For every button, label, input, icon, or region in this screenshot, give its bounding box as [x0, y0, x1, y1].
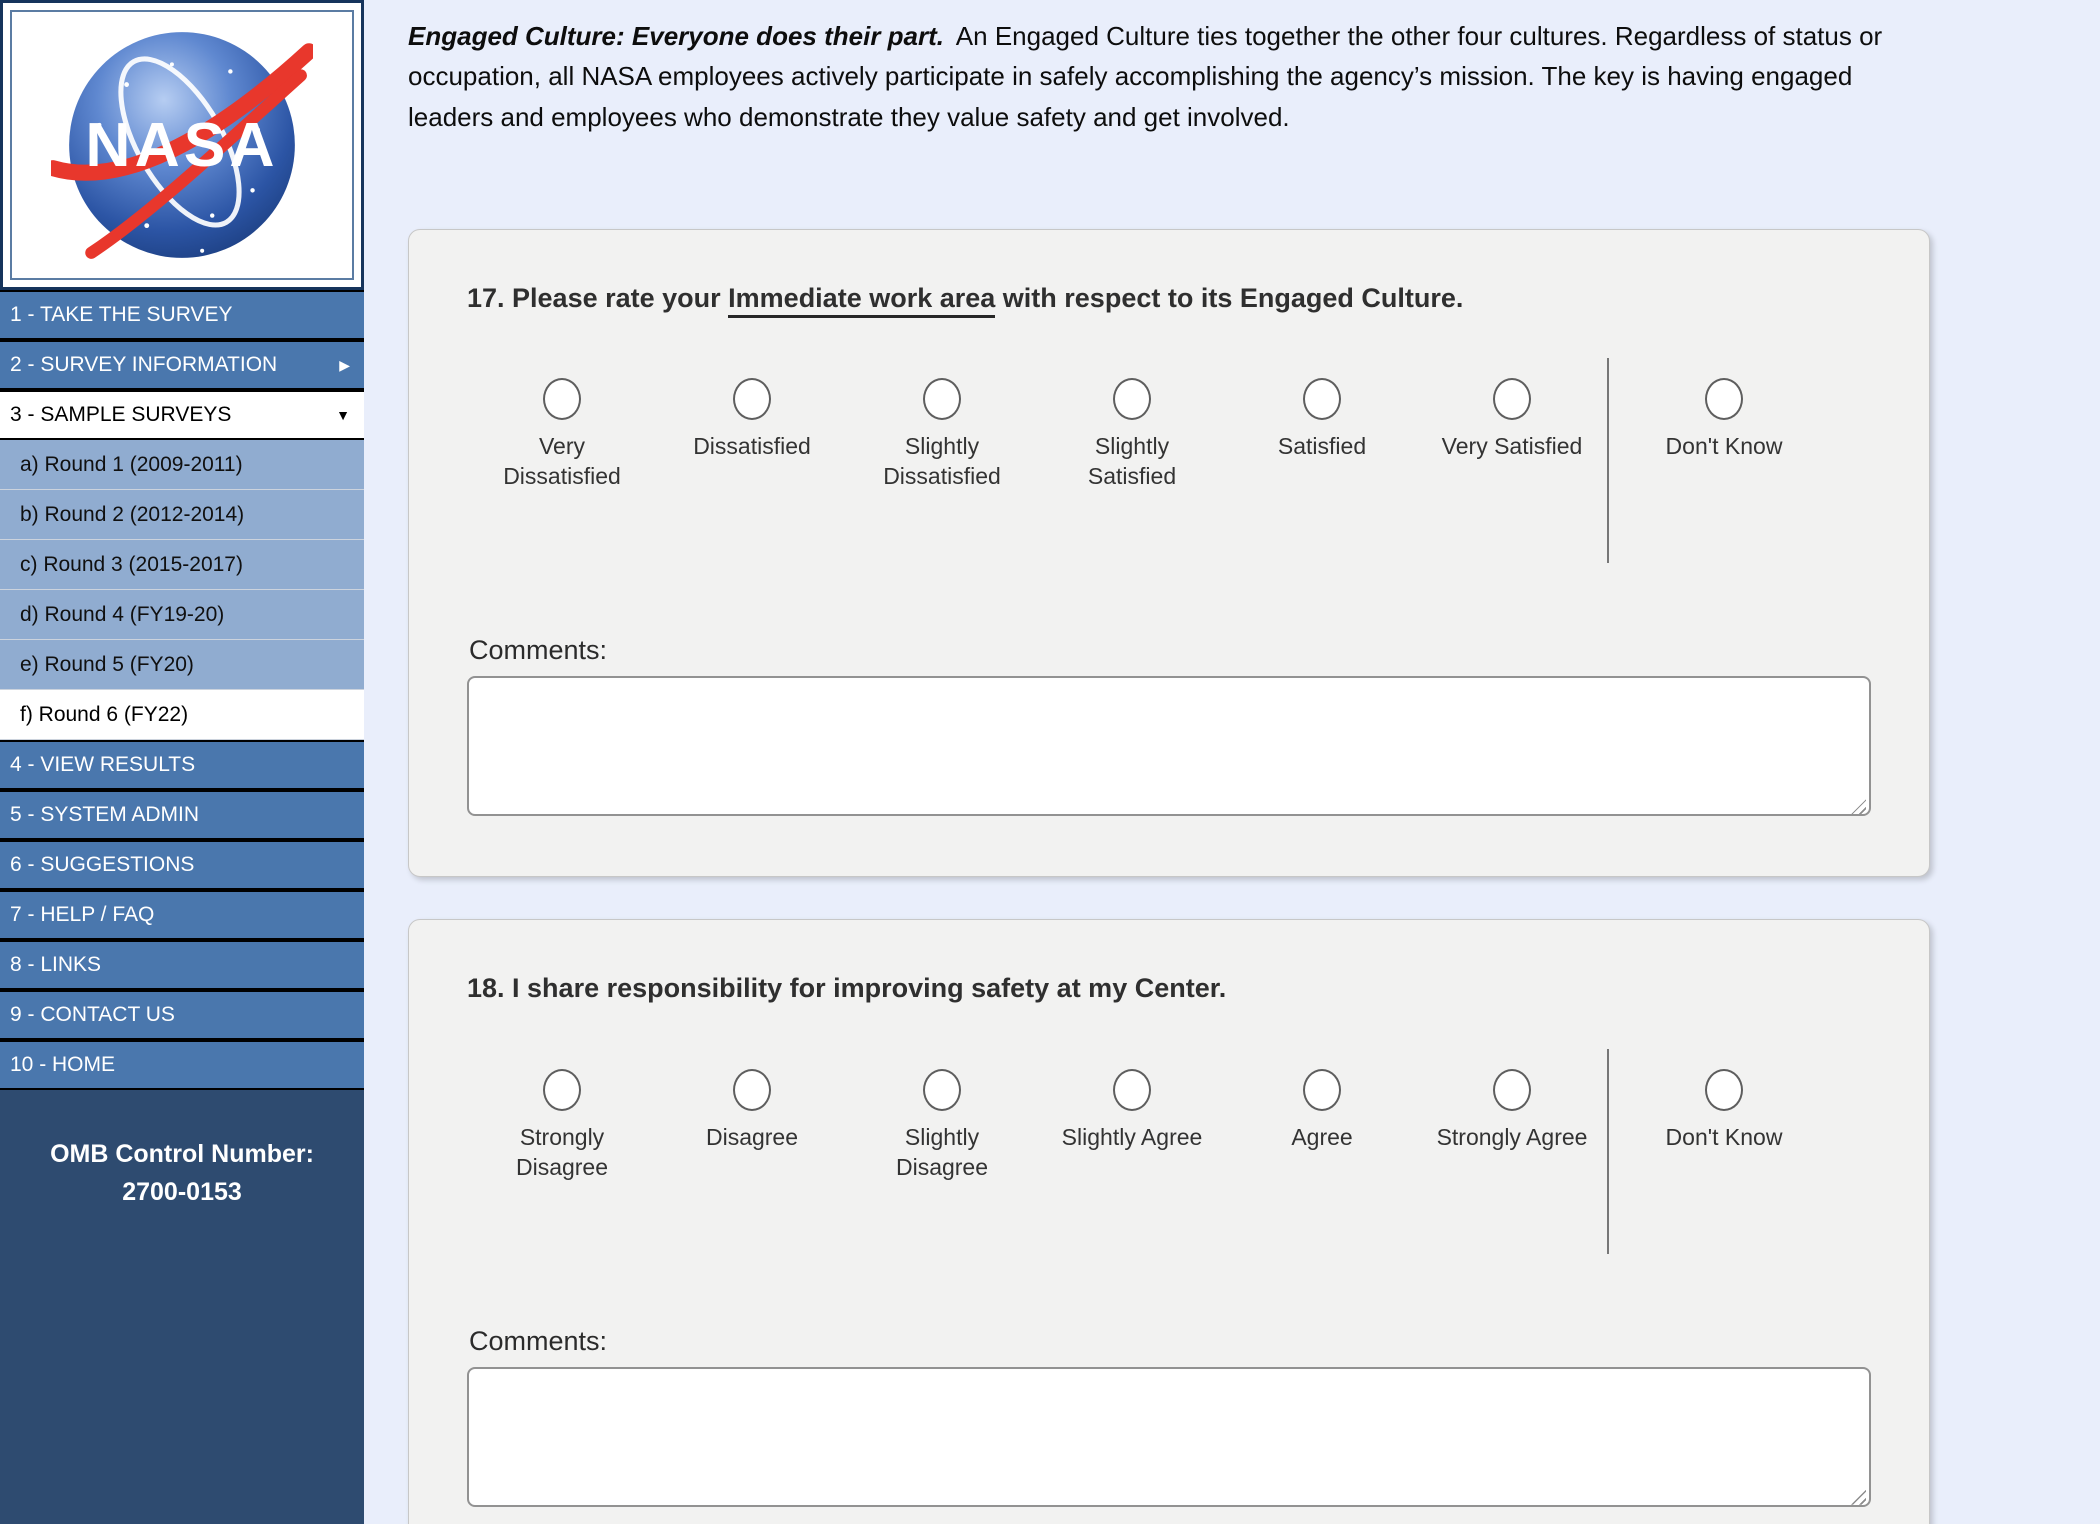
option-label: Disagree	[705, 1123, 799, 1150]
question-17-card	[408, 229, 1930, 877]
nav-item-label: 2 - SURVEY INFORMATION	[10, 353, 278, 376]
option-label: Slightly Dissatisfied	[883, 433, 1001, 490]
radio-button[interactable]	[923, 378, 961, 420]
rating-option	[847, 378, 1037, 492]
option-label: Strongly Agree	[1436, 1123, 1588, 1150]
dropdown-arrow-icon: ▼	[336, 407, 350, 423]
nav-item-label: c) Round 3 (2015-2017)	[20, 552, 243, 576]
rating-option	[1037, 378, 1227, 492]
sidebar-item-home[interactable]	[0, 1040, 364, 1090]
nav-item-label: d) Round 4 (FY19-20)	[20, 602, 225, 626]
nav-item-label: 5 - SYSTEM ADMIN	[10, 803, 200, 826]
comments-field-wrap	[467, 676, 1871, 821]
sidebar-item-survey-information[interactable]	[0, 340, 364, 390]
rating-option	[657, 378, 847, 492]
sidebar-item-round-1[interactable]	[0, 440, 364, 490]
option-label: Strongly Disagree	[515, 1123, 609, 1180]
nav-item-label: a) Round 1 (2009-2011)	[20, 452, 243, 476]
radio-button[interactable]	[543, 1069, 581, 1111]
radio-button[interactable]	[733, 378, 771, 420]
question-17-comments-input[interactable]	[467, 676, 1871, 816]
question-17-title-emphasis: Immediate work area	[728, 283, 995, 318]
nav-item-label: 9 - CONTACT US	[10, 1003, 175, 1026]
rating-option	[1417, 378, 1607, 492]
radio-button[interactable]	[1493, 1069, 1531, 1111]
question-18-dont-know-option	[1609, 1069, 1839, 1153]
question-18-comments-input[interactable]	[467, 1367, 1871, 1507]
option-label: Slightly Satisfied	[1087, 433, 1177, 490]
radio-button[interactable]	[1303, 378, 1341, 420]
question-17-title-post: with respect to its Engaged Culture.	[995, 282, 1464, 313]
option-label: Don't Know	[1665, 433, 1783, 460]
sidebar-item-round-2[interactable]	[0, 490, 364, 540]
engaged-culture-intro	[408, 16, 1930, 137]
radio-button[interactable]	[733, 1069, 771, 1111]
logo-panel	[0, 0, 364, 290]
sidebar-item-round-6[interactable]	[0, 690, 364, 740]
radio-button[interactable]	[543, 378, 581, 420]
question-17-rating-row	[467, 378, 1871, 563]
rating-option	[1417, 1069, 1607, 1183]
sidebar-item-sample-surveys[interactable]	[0, 390, 364, 440]
radio-button[interactable]	[923, 1069, 961, 1111]
nasa-wordmark: NASA	[85, 110, 279, 181]
comments-field-wrap	[467, 1367, 1871, 1512]
radio-button[interactable]	[1493, 378, 1531, 420]
intro-body: An Engaged Culture ties together the other four cultures. Regardless of status or occupation, all NASA employees actively participate in safely accomplishing the agency’s mission. The key is having engaged leaders and employees who demonstrate they value safety and get involved.	[408, 21, 1883, 132]
question-18-title	[467, 970, 1871, 1006]
option-label: Satisfied	[1277, 433, 1367, 460]
radio-button[interactable]	[1303, 1069, 1341, 1111]
radio-button[interactable]	[1113, 1069, 1151, 1111]
comments-label: Comments:	[469, 635, 608, 666]
option-label: Slightly Disagree	[895, 1123, 989, 1180]
sidebar-nav	[0, 290, 364, 1090]
sidebar-item-view-results[interactable]	[0, 740, 364, 790]
sidebar	[0, 0, 364, 1524]
nav-item-label: e) Round 5 (FY20)	[20, 652, 194, 676]
option-label: Slightly Agree	[1061, 1123, 1203, 1150]
radio-button[interactable]	[1113, 378, 1151, 420]
question-18-title-pre: 18. I share responsibility for improving safety at my Center.	[467, 973, 1227, 1004]
option-label: Don't Know	[1665, 1123, 1783, 1150]
sidebar-item-system-admin[interactable]	[0, 790, 364, 840]
sidebar-item-suggestions[interactable]	[0, 840, 364, 890]
sidebar-item-take-the-survey[interactable]	[0, 290, 364, 340]
main-content	[364, 0, 2100, 1524]
radio-button[interactable]	[1705, 1069, 1743, 1111]
nav-item-label: f) Round 6 (FY22)	[20, 702, 189, 726]
sidebar-item-round-4[interactable]	[0, 590, 364, 640]
sidebar-item-links[interactable]	[0, 940, 364, 990]
question-17-title	[467, 280, 1871, 316]
question-18-rating-row	[467, 1069, 1871, 1254]
sidebar-item-contact-us[interactable]	[0, 990, 364, 1040]
nav-item-label: 1 - TAKE THE SURVEY	[10, 303, 233, 326]
nasa-logo	[10, 10, 354, 280]
question-17-options	[467, 378, 1607, 492]
nav-item-label: 4 - VIEW RESULTS	[10, 753, 196, 776]
submenu-arrow-icon: ▶	[339, 357, 350, 373]
nav-item-label: 7 - HELP / FAQ	[10, 903, 155, 926]
sidebar-item-round-3[interactable]	[0, 540, 364, 590]
rating-option	[1227, 1069, 1417, 1183]
option-label: Very Dissatisfied	[503, 433, 621, 490]
nav-item-label: b) Round 2 (2012-2014)	[20, 502, 245, 526]
option-label: Dissatisfied	[693, 433, 811, 460]
question-17-dont-know-option	[1609, 378, 1839, 462]
nav-item-label: 6 - SUGGESTIONS	[10, 853, 195, 876]
question-18-card	[408, 919, 1930, 1524]
omb-control-number	[0, 1090, 364, 1524]
nasa-meatball-icon	[51, 19, 313, 271]
rating-option	[1227, 378, 1417, 492]
omb-value: 2700-0153	[122, 1177, 242, 1206]
nav-item-label: 8 - LINKS	[10, 953, 102, 976]
sidebar-item-help-faq[interactable]	[0, 890, 364, 940]
nav-item-label: 3 - SAMPLE SURVEYS	[10, 403, 232, 426]
nav-item-label: 10 - HOME	[10, 1053, 116, 1076]
rating-option	[467, 378, 657, 492]
radio-button[interactable]	[1705, 378, 1743, 420]
option-label: Agree	[1291, 1123, 1353, 1150]
question-18-options	[467, 1069, 1607, 1183]
sidebar-item-round-5[interactable]	[0, 640, 364, 690]
rating-option	[657, 1069, 847, 1183]
omb-label: OMB Control Number:	[50, 1140, 314, 1168]
rating-option	[467, 1069, 657, 1183]
question-17-title-pre: 17. Please rate your	[467, 282, 729, 313]
intro-lead: Engaged Culture: Everyone does their part.	[408, 21, 944, 51]
option-label: Very Satisfied	[1441, 433, 1583, 460]
comments-label: Comments:	[469, 1325, 608, 1356]
rating-option	[847, 1069, 1037, 1183]
rating-option	[1037, 1069, 1227, 1183]
